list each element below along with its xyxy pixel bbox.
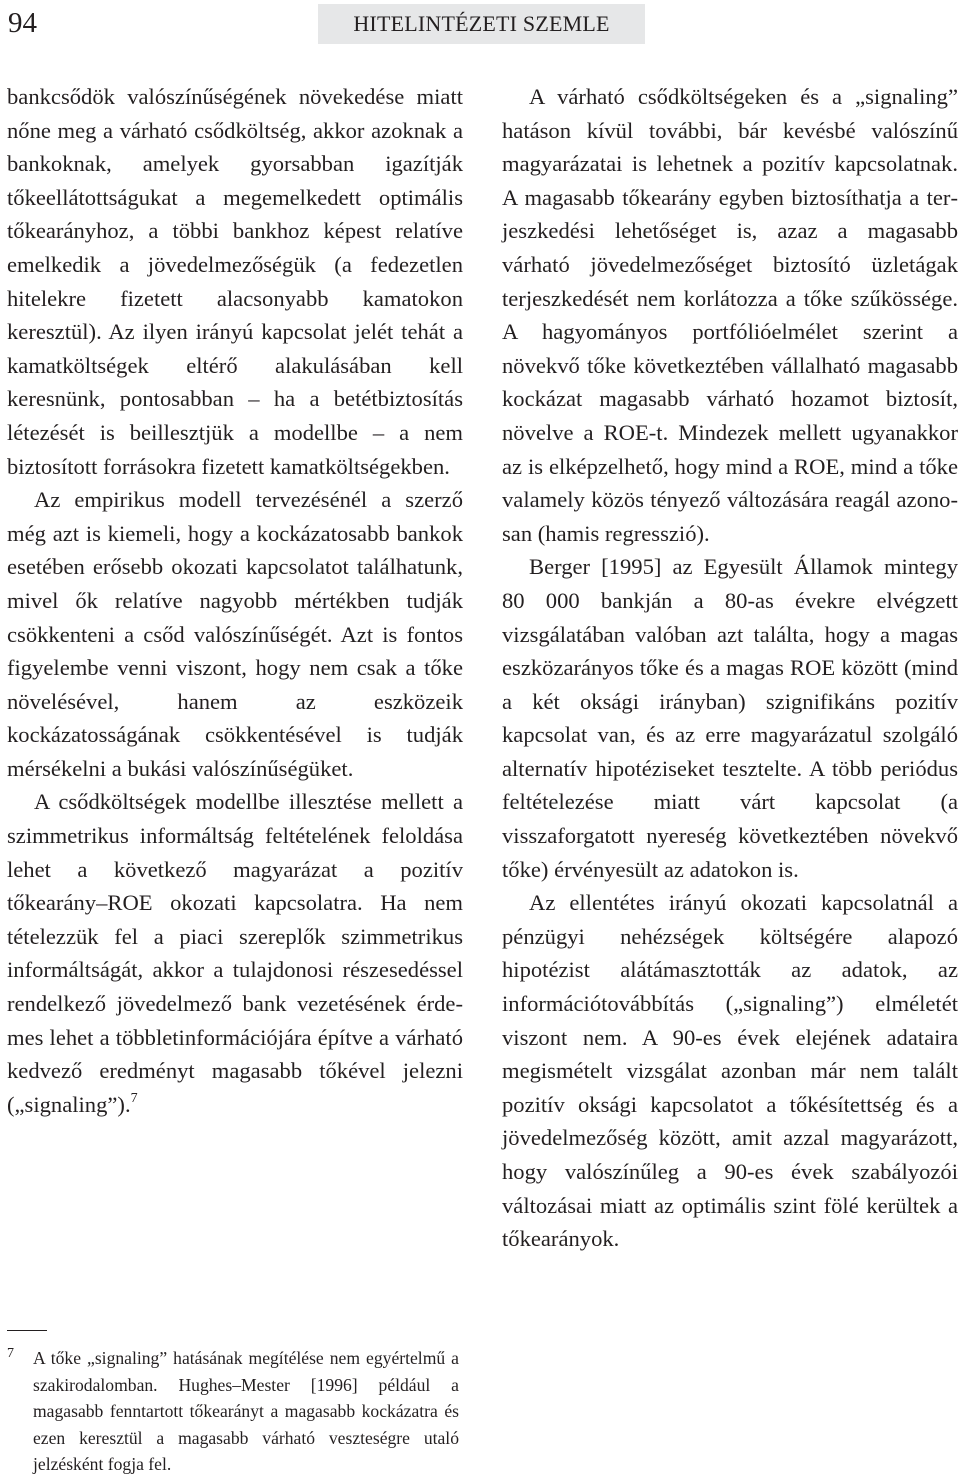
left-paragraph-1: bankcsődök valószínűségének növekedése miatt nőne meg a várható csődköltség, akkor azoknak a bankoknak, amelyek gyorsabban igazítják tőkeellátottságukat a megemelkedett optimális tőkearányhoz, a többi bankhoz képest relatíve emelkedik a jövedelmezőségük (a fedezetlen hitelekre fizetett alacsonyabb kamatokon keresztül). Az ilyen irányú kapcsolat jelét tehát a kamatköltségek eltérő alakulásában kell keresnünk, pontosabban – ha a betétbiztosítás létezését is beillesztjük a modellbe – a nem biztosított forrásokra fizetett kamatköltségekben. [7, 84, 463, 479]
right-paragraph-1: A várható csődköltségeken és a „signaling” hatáson kívül további, bár kevésbé valószínű magyarázatai is lehetnek a pozitív kapcsolatnak. A magasabb tőkearány egyben biztosíthatja a terjeszkedési lehetőséget is, azaz a magasabb várható jövedelmezőséget biztosító üzletágak terjeszkedését nem korlátozza a tőke szűkössége. A hagyományos portfólióelmélet szerint a növekvő tőke következtében vállalható magasabb kockázat magasabb várható hozamot biztosít, növelve a ROE-t. Mindezek mellett ugyanakkor az is elképzelhető, hogy mind a ROE, mind a tőke valamely közös tényező változására reagál azonosan (hamis regresszió). [502, 84, 958, 546]
right-paragraph-2: Berger [1995] az Egyesült Államok mintegy 80 000 bankján a 80-as évekre elvégzett vizsgálatában valóban azt találta, hogy a magas eszközarányos tőke és a magas ROE között (mind a két oksági irányban) szignifikáns pozitív kapcsolat van, és az erre magyarázatul szolgáló alternatív hipotéziseket tesztelte. A több periódus feltételezése miatt várt kapcsolat (a visszaforgatott nyereség következtében növekvő tőke) érvényesült az adatokon is. [502, 554, 958, 882]
footnote-marker: 7 [7, 1346, 14, 1361]
footnote-text: A tőke „signaling” hatásának megítélése nem egyértelmű a szakirodalomban. Hughes–Mester [1996] például a magasabb fenntartott tőkearányt a magasabb kockázatra és ezen keresztül a magasabb várható veszteségre utaló jelzésként fogja fel. [33, 1348, 459, 1475]
left-paragraph-3-text: A csődköltségek modellbe illesztése mellett a szimmetrikus informáltság feltételének feloldása lehet a következő magyarázat a pozitív tőkearány–ROE okozati kapcsolatra. Ha nem tételezzük fel a piaci szereplők szimmetrikus informáltságát, akkor a tulajdonosi részesedéssel rendelkező jövedelmező bank vezetésének érdemes lehet a többletinformációjára építve a várható kedvező eredményt magasabb tőkével jelezni („signaling”). [7, 789, 463, 1117]
page-number: 94 [8, 7, 37, 39]
footnote [7, 1345, 459, 1478]
journal-title: HITELINTÉZETI SZEMLE [353, 11, 610, 36]
right-column [502, 80, 958, 1256]
left-column [7, 80, 463, 1121]
running-header [318, 4, 645, 44]
left-paragraph-3 [7, 785, 463, 1121]
footnote-reference: 7 [130, 1090, 138, 1106]
right-paragraph-3: Az ellentétes irányú okozati kapcsolatnál a pénzügyi nehézségek költségére alapozó hipotézist alátámasztották az adatok, az információtovábbítás („signaling”) elméletét viszont nem. A 90-es évek elejének adataira megismételt vizsgálat azonban már nem talált pozitív oksági kapcsolatot a tőkésítettség és a jövedelmezőség között, amit azzal magyarázott, hogy valószínűleg a 90-es évek szabályozói változásai miatt az optimális szint fölé kerültek a tőkearányok. [502, 890, 958, 1252]
footnote-divider [7, 1330, 47, 1331]
left-paragraph-2: Az empirikus modell tervezésénél a szerző még azt is kiemeli, hogy a kockázatosabb bankok esetében erősebb okozati kapcsolatot találhatunk, mivel ők relatíve nagyobb mértékben tudják csökkenteni a csőd valószínűségét. Azt is fontos figyelembe venni viszont, hogy nem csak a tőke növelésével, hanem az eszközeik kockázatosságának csökkentésével is tudják mérsékelni a bukási valószínűségüket. [7, 487, 463, 781]
